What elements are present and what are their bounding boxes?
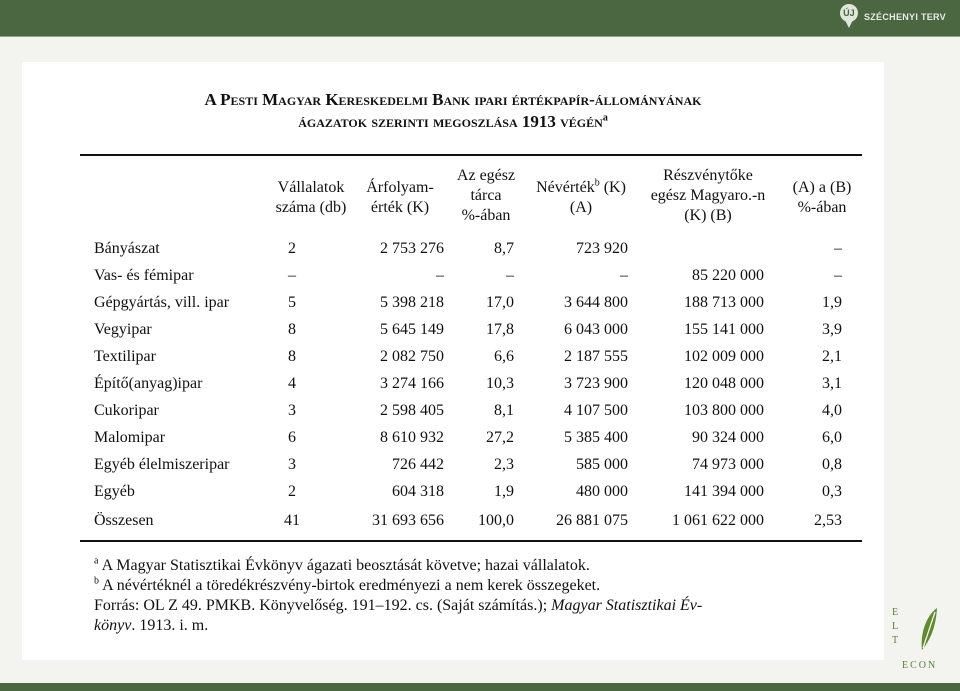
ratio-cell: 0,8 [822,456,842,473]
column-header-line: száma (db) [275,199,347,216]
brand-text: SZÉCHENYI TERV [863,12,946,22]
sector-cell: Cukoripar [94,402,159,419]
ratio-cell: 2,53 [814,512,842,529]
ratio-cell: 0,3 [822,483,842,500]
leaf-icon [918,606,938,652]
share-cell: 2,3 [494,456,514,473]
nominal-cell: 2 187 555 [564,348,628,365]
share-cell: – [506,267,514,284]
share-cell: 27,2 [486,429,514,446]
market-value-cell: 3 274 166 [380,375,444,392]
ratio-cell: 3,9 [822,321,842,338]
table-total-row [22,508,884,534]
location-pin-icon [840,4,858,30]
share-cell: 17,0 [486,294,514,311]
capital-cell: 102 009 000 [684,348,764,365]
share-cell: 17,8 [486,321,514,338]
count-cell: 5 [288,294,296,311]
column-header-market-value [358,178,442,218]
capital-cell: 155 141 000 [684,321,764,338]
column-header-capital [638,166,778,226]
count-cell: 4 [288,375,296,392]
ratio-cell: 1,9 [822,294,842,311]
ratio-cell: 4,0 [822,402,842,419]
sector-cell: Malomipar [94,429,166,446]
market-value-cell: 2 598 405 [380,402,444,419]
szechenyi-brand [840,4,946,30]
count-cell: 8 [288,321,296,338]
share-cell: 1,9 [494,483,514,500]
sector-cell: Vas- és fémipar [94,267,194,284]
logo-econ-text: ECON [902,660,938,671]
sector-cell: Egyéb élelmiszeripar [94,456,230,473]
nominal-cell: 723 920 [576,240,628,257]
column-header-line: tárca [470,187,502,204]
title-footnote-mark: a [602,112,608,124]
sector-cell: Bányászat [94,240,160,257]
count-cell: – [288,267,296,284]
footnote-mark: b [94,575,99,587]
share-cell: 100,0 [478,512,514,529]
count-cell: 2 [288,483,296,500]
table-row [22,290,884,316]
market-value-cell: 2 753 276 [380,240,444,257]
title-line1-text: A Pesti Magyar Kereskedelmi Bank ipari értékpapír-állományának [204,90,702,109]
capital-cell: 90 324 000 [692,429,764,446]
table-row [22,371,884,397]
nominal-cell: 585 000 [576,456,628,473]
nominal-cell: 26 881 075 [556,512,628,529]
document-title-line1 [22,90,884,110]
title-line2-text: ágazatok szerinti megoszlása 1913 végén [298,112,603,131]
column-header-share [450,166,522,226]
sector-cell: Összesen [94,512,154,529]
capital-cell: 141 394 000 [684,483,764,500]
column-header-ratio [784,178,860,218]
elte-econ-logo [892,606,950,676]
capital-cell: 85 220 000 [692,267,764,284]
column-header-line: Vállalatok [277,179,345,196]
table-bottom-rule [80,540,862,542]
market-value-cell: – [436,267,444,284]
table-row [22,479,884,505]
market-value-cell: 5 398 218 [380,294,444,311]
column-header-line: egész Magyaro.-n [650,187,766,204]
sector-cell: Gépgyártás, vill. ipar [94,294,230,311]
ratio-cell: 3,1 [822,375,842,392]
table-row [22,452,884,478]
share-cell: 8,7 [494,240,514,257]
footnote-b [94,576,600,596]
share-cell: 10,3 [486,375,514,392]
ratio-cell: 2,1 [822,348,842,365]
brand-mark: ÚJ [840,4,858,22]
table-row [22,236,884,262]
count-cell: 6 [288,429,296,446]
footnote-mark: a [94,555,99,567]
market-value-cell: 31 693 656 [372,512,444,529]
capital-cell: 103 800 000 [684,402,764,419]
table-top-rule [80,154,862,156]
document-title-line2 [22,112,884,132]
sector-cell: Egyéb [94,483,135,500]
bottom-banner [0,683,960,691]
nominal-cell: 3 644 800 [564,294,628,311]
source-prefix: Forrás: OL Z 49. PMKB. Könyvelőség. 191–192. cs. (Saját számítás.); [94,597,552,614]
footnote-source [94,596,854,616]
sector-cell: Építő(anyag)ipar [94,375,203,392]
source-italic: Magyar Statisztikai Év- [551,597,703,614]
column-header-line: Részvénytőke [663,167,753,184]
ratio-cell: – [834,267,842,284]
table-row [22,317,884,343]
banner-divider [0,36,960,37]
logo-letters: E L T [892,607,900,646]
table-row [22,398,884,424]
share-cell: 6,6 [494,348,514,365]
capital-cell: 74 973 000 [692,456,764,473]
market-value-cell: 5 645 149 [380,321,444,338]
nominal-cell: 3 723 900 [564,375,628,392]
column-header-line: %-ában [461,207,511,224]
column-header-line: (A) [569,199,593,216]
count-cell: 2 [288,240,296,257]
column-header-nominal [526,178,636,218]
capital-cell: 188 713 000 [684,294,764,311]
ratio-cell: 6,0 [822,429,842,446]
table-row [22,344,884,370]
column-header-line: %-ában [797,199,847,216]
column-header-count [266,178,356,218]
share-cell: 8,1 [494,402,514,419]
market-value-cell: 726 442 [392,456,444,473]
source-italic: könyv [94,617,132,634]
column-header-line: Árfolyam- [366,179,434,196]
nominal-cell: 480 000 [576,483,628,500]
document-page [22,62,884,660]
market-value-cell: 604 318 [392,483,444,500]
footnote-source-continued [94,616,208,636]
market-value-cell: 8 610 932 [380,429,444,446]
column-header-line: (A) a (B) [792,179,852,196]
nominal-cell: 6 043 000 [564,321,628,338]
count-cell: 3 [288,402,296,419]
footnote-text: A névértéknél a töredékrészvény-birtok eredményezi a nem kerek összegeket. [99,577,601,594]
count-cell: 8 [288,348,296,365]
column-header-line: Az egész [456,167,516,184]
footnote-text: A Magyar Statisztikai Évkönyv ágazati beosztását követve; hazai vállalatok. [98,557,590,574]
nominal-cell: 5 385 400 [564,429,628,446]
count-cell: 41 [284,512,300,529]
footnote-a [94,556,590,576]
sector-cell: Textilipar [94,348,156,365]
column-header-line: érték (K) [370,199,430,216]
nominal-cell: – [620,267,628,284]
table-row [22,425,884,451]
top-banner [0,0,960,36]
count-cell: 3 [288,456,296,473]
capital-cell: 1 061 622 000 [672,512,764,529]
column-header-line: Névérték$^b$ (K) [536,177,626,196]
ratio-cell: – [834,240,842,257]
source-suffix: . 1913. i. m. [131,617,209,634]
market-value-cell: 2 082 750 [380,348,444,365]
nominal-cell: 4 107 500 [564,402,628,419]
capital-cell: 120 048 000 [684,375,764,392]
column-header-line: (K) (B) [684,207,732,224]
table-row [22,263,884,289]
sector-cell: Vegyipar [94,321,152,338]
